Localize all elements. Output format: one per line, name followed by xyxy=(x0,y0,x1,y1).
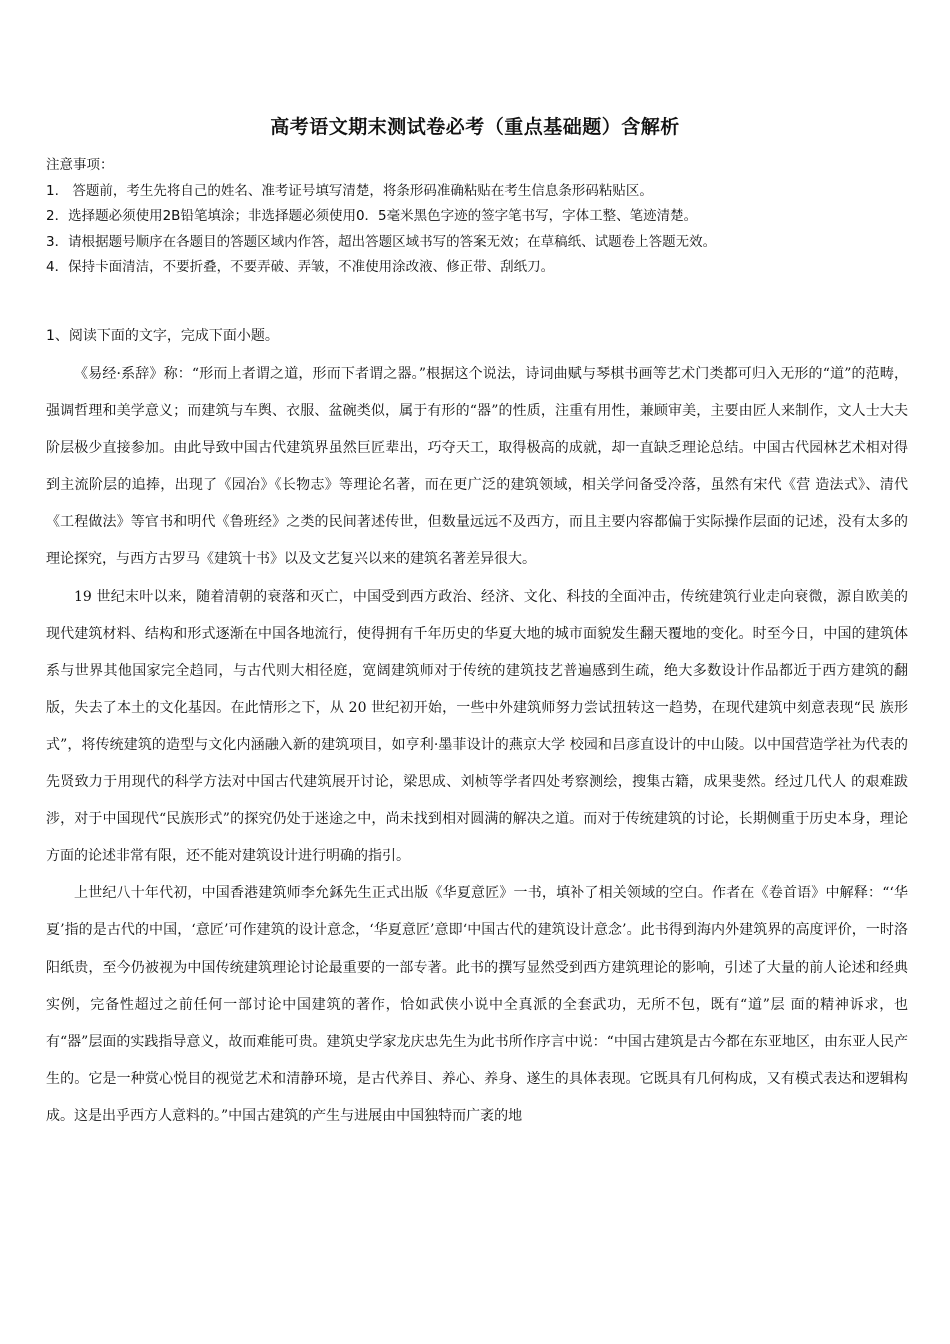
question-prompt: 1、阅读下面的文字，完成下面小题。 xyxy=(46,328,279,344)
reading-passage xyxy=(46,356,908,1135)
notice-section xyxy=(46,153,916,281)
passage-paragraph: 《易经·系辞》称：“形而上者谓之道，形而下者谓之器。”根据这个说法，诗词曲赋与琴棋书画等艺术门类都可归入无形的“道”的范畴，强调哲理和美学意义；而建筑与车舆、衣服、盆碗类似，属于有形的“器”的性质，注重有用性，兼顾审美，主要由匠人来制作，文人士大夫阶层极少直接参加。由此导致中国古代建筑界虽然巨匠辈出，巧夺天工，取得极高的成就，却一直缺乏理论总结。中国古代园林艺术相对得到主流阶层的追捧，出现了《园冶》《长物志》等理论名著，而在更广泛的建筑领域，相关学问备受冷落，虽然有宋代《营 造法式》、清代《工程做法》等官书和明代《鲁班经》之类的民间著述传世，但数量远远不及西方，而且主要内容都偏于实际操作层面的记述，没有太多的理论探究，与西方古罗马《建筑十书》以及文艺复兴以来的建筑名著差异很大。 xyxy=(46,366,908,568)
document-title: 高考语文期末测试卷必考（重点基础题）含解析 xyxy=(270,116,680,138)
notice-item: 2．选择题必须使用2B铅笔填涂；非选择题必须使用0．5毫米黑色字迹的签字笔书写，字体工整、笔迹清楚。 xyxy=(46,208,698,224)
notice-item: 3．请根据题号顺序在各题目的答题区域内作答，超出答题区域书写的答案无效；在草稿纸、试题卷上答题无效。 xyxy=(46,233,717,250)
notice-item: 1. 答题前，考生先将自己的姓名、准考证号填写清楚，将条形码准确粘贴在考生信息条形码粘贴区。 xyxy=(46,182,653,199)
notice-heading: 注意事项： xyxy=(46,157,114,173)
notice-item: 4．保持卡面清洁，不要折叠，不要弄破、弄皱，不准使用涂改液、修正带、刮纸刀。 xyxy=(46,259,555,275)
passage-paragraph: 19 世纪末叶以来，随着清朝的衰落和灭亡，中国受到西方政治、经济、文化、科技的全面冲击，传统建筑行业走向衰微，源自欧美的现代建筑材料、结构和形式逐渐在中国各地流行，使得拥有千年历史的华夏大地的城市面貌发生翻天覆地的变化。时至今日，中国的建筑体系与世界其他国家完全趋同，与古代则大相径庭，宽阔建筑师对于传统的建筑技艺普遍感到生疏，绝大多数设计作品都近于西方建筑的翻版，失去了本土的文化基因。在此情形之下，从 20 世纪初开始，一些中外建筑师努力尝试扭转这一趋势，在现代建筑中刻意表现“民 族形式”，将传统建筑的造型与文化内涵融入新的建筑项目，如亨利·墨菲设计的燕京大学 校园和吕彦直设计的中山陵。以中国营造学社为代表的先贤致力于用现代的科学方法对中国古代建筑展开讨论，梁思成、刘桢等学者四处考察测绘，搜集古籍，成果斐然。经过几代人 的艰难跋涉，对于中国现代“民族形式”的探究仍处于迷途之中，尚未找到相对圆满的解决之道。而对于传统建筑的讨论，长期侧重于历史本身，理论方面的论述非常有限，还不能对建筑设计进行明确的指引。 xyxy=(46,588,908,865)
passage-paragraph: 上世纪八十年代初，中国香港建筑师李允鉌先生正式出版《华夏意匠》一书，填补了相关领域的空白。作者在《卷首语》中解释：“‘华夏’指的是古代的中国，‘意匠’可作建筑的设计意念，‘华夏意匠’意即‘中国古代的建筑设计意念’。此书得到海内外建筑界的高度评价，一时洛阳纸贵，至今仍被视为中国传统建筑理论讨论最重要的一部专著。此书的撰写显然受到西方建筑理论的影响，引述了大量的前人论述和经典实例，完备性超过之前任何一部讨论中国建筑的著作，恰如武侠小说中全真派的全套武功，无所不包，既有“道”层 面的精神诉求，也有“器”层面的实践指导意义，故而难能可贵。建筑史学家龙庆忠先生为此书所作序言中说：“中国古建筑是古今都在东亚地区，由东亚人民产生的。它是一种赏心悦目的视觉艺术和清静环境，是古代养目、养心、养身、遂生的具体表现。它既具有几何构成，又有模式表达和逻辑构成。这是出乎西方人意料的。”中国古建筑的产生与进展由中国独特而广袤的地 xyxy=(46,885,908,1124)
